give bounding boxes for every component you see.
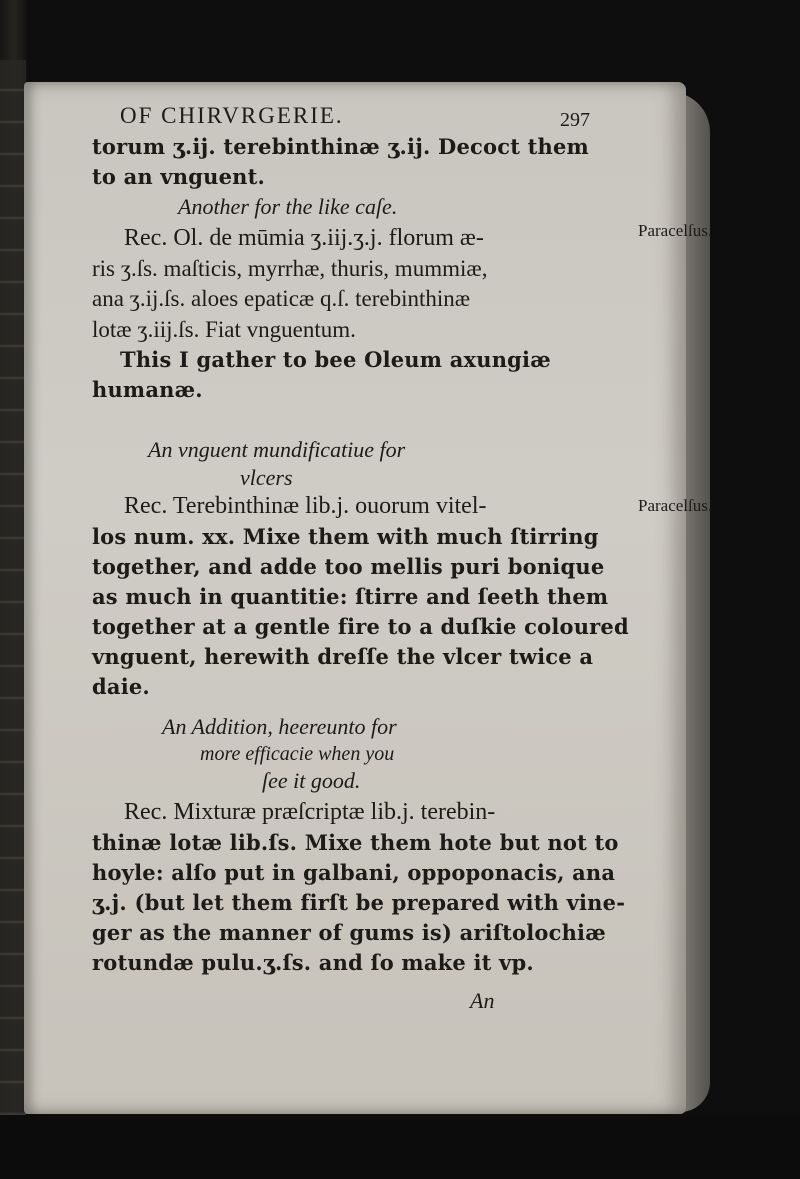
text-line: hoyle: alſo put in galbani, oppoponacis, ana (92, 860, 616, 885)
text-line: los num. xx. Mixe them with much ſtirring (92, 524, 599, 549)
margin-note: Paracelſus. (638, 496, 713, 515)
margin-note: Paracelſus. (638, 221, 713, 240)
text-line: together, and adde too mellis puri bonique (92, 554, 605, 579)
text-line: thinæ lotæ lib.ſs. Mixe them hote but not to (92, 830, 619, 855)
text-line: to an vnguent. (92, 164, 266, 189)
facing-page-edge (0, 60, 26, 1120)
text-line: lotæ ʒ.iij.ſs. Fiat vnguentum. (92, 317, 356, 342)
section-heading: An vnguent mundificatiue for (148, 437, 406, 462)
text-line: Rec. Terebinthinæ lib.j. ouorum vitel- (124, 493, 487, 519)
scan-bottom (0, 1115, 800, 1179)
text-line: ana ʒ.ij.ſs. aloes epaticæ q.ſ. terebinthinæ (92, 286, 471, 311)
section-heading: Another for the like caſe. (178, 194, 398, 219)
text-line: vnguent, herewith dreſſe the vlcer twice a (92, 644, 594, 669)
running-title: OF CHIRVRGERIE. (120, 103, 344, 128)
catchword: An (470, 988, 495, 1013)
text-line: humanæ. (92, 377, 203, 402)
text-line: as much in quantitie: ſtirre and ſeeth them (92, 584, 609, 609)
text-line: ʒ.j. (but let them firſt be prepared with vine- (92, 890, 626, 915)
text-line: torum ʒ.ij. terebinthinæ ʒ.ij. Decoct them (92, 134, 589, 159)
text-line: daie. (92, 674, 150, 699)
text-line: together at a gentle fire to a duſkie coloured (92, 614, 629, 639)
section-heading: more efficacie when you (200, 743, 395, 765)
text-line: rotundæ pulu.ʒ.ſs. and ſo make it vp. (92, 950, 534, 975)
page-number: 297 (560, 109, 590, 131)
text-line: Rec. Mixturæ præſcriptæ lib.j. terebin- (124, 799, 496, 825)
text-line: ger as the manner of gums is) ariſtolochiæ (92, 920, 606, 945)
section-heading: ſee it good. (262, 768, 361, 793)
section-heading: An Addition, heereunto for (162, 714, 397, 739)
text-line: ris ʒ.ſs. maſticis, myrrhæ, thuris, mummiæ, (92, 256, 488, 281)
section-heading: vlcers (240, 465, 293, 490)
text-line: Rec. Ol. de mūmia ʒ.iij.ʒ.j. florum æ- (124, 225, 484, 251)
text-line: This I gather to bee Oleum axungiæ (120, 347, 551, 372)
